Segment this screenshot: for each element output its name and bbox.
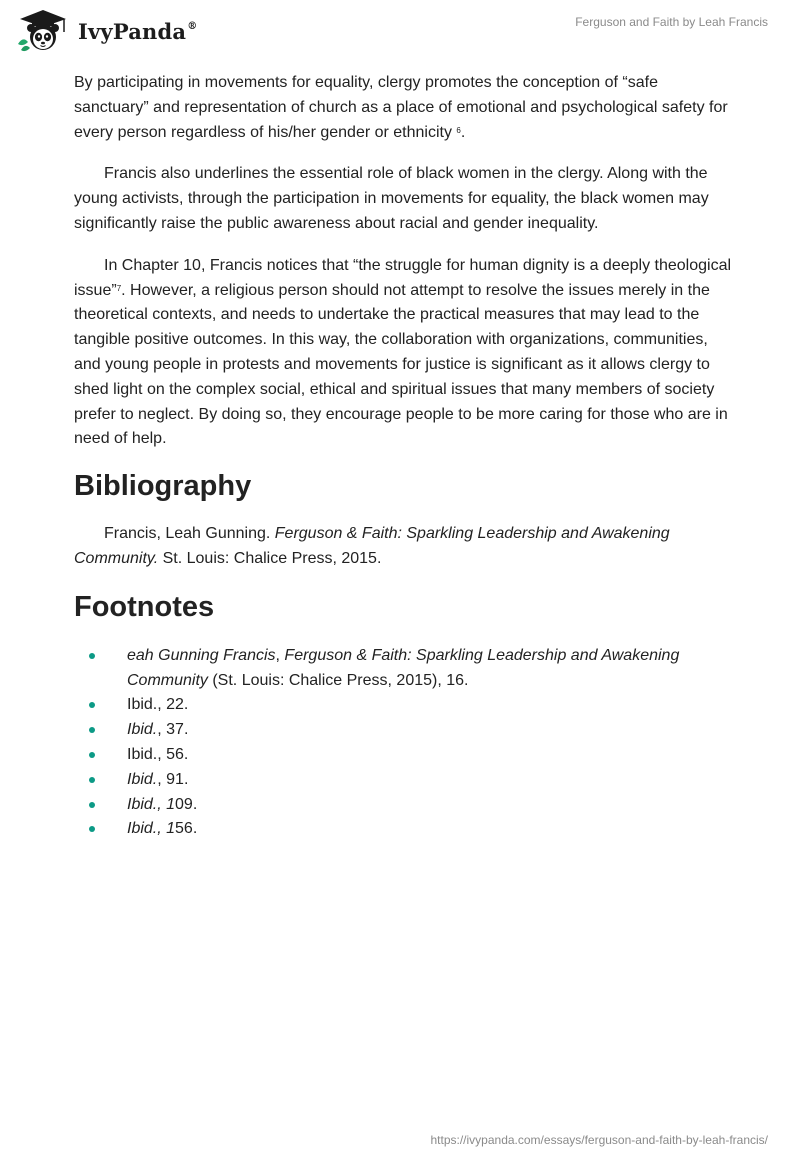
ivypanda-logo[interactable] [14,8,197,54]
essay-content [74,71,734,842]
bibliography-heading: Bibliography [74,470,252,503]
footnote-item: Ibid., 22. [74,693,734,718]
paragraph-black-women: Francis also underlines the essential role of black women in the clergy. Along with the young activists, through the participation in movements for equality, the black women may significantly raise the public awareness about racial and gender inequality. [74,165,709,232]
footnote-item: Ibid., 109. [74,793,734,818]
footnote-item: Ibid., 91. [74,768,734,793]
bullet-icon [89,777,95,783]
footnote-item: Ibid., 37. [74,718,734,743]
footnote-item: Ibid., 156. [74,817,734,842]
footnote-item: Ibid., 56. [74,743,734,768]
bullet-icon [89,752,95,758]
panda-graduate-icon [14,8,72,54]
footnotes-heading: Footnotes [74,590,215,623]
bibliography-entry: Francis, Leah Gunning. Ferguson & Faith: Sparkling Leadership and Awakening Community. St. Louis: Chalice Press, 2015. [74,525,670,567]
bullet-icon [89,727,95,733]
bullet-icon [89,653,95,659]
paragraph-chapter-10: In Chapter 10, Francis notices that “the struggle for human dignity is a deeply theological issue”$^7$. However, a religious person should not attempt to resolve the issues merely in the theoretical contexts, and needs to undertake the practical measures that may lead to the tangible positive outcomes. In this way, the collaboration with organizations, communities, and young people in protests and movements for justice is significant as it allows clergy to shed light on the complex social, ethical and spiritual issues that many members of society prefer to neglect. By doing so, they encourage people to be more caring for those who are in need of help. [74,256,732,448]
page-header [0,0,800,70]
footnote-item: eah Gunning Francis, Ferguson & Faith: Sparkling Leadership and Awakening Community (St. Louis: Chalice Press, 2015), 16. [74,644,734,694]
paragraph-safe-sanctuary: By participating in movements for equality, clergy promotes the conception of “safe sanctuary” and representation of church as a place of emotional and psychological safety for every person regardless of his/her gender or ethnicity $^6$. [74,74,728,141]
document-title: Ferguson and Faith by Leah Francis [575,15,768,29]
bullet-icon [89,826,95,832]
footnote-ref-6[interactable]: 6 [456,125,461,135]
footnote-ref-7[interactable]: 7 [116,283,122,293]
brand-name: IvyPanda® [78,18,198,44]
source-url-link[interactable]: https://ivypanda.com/essays/ferguson-and-faith-by-leah-francis/ [430,1133,768,1147]
bullet-icon [89,702,95,708]
bullet-icon [89,802,95,808]
footnotes-list [74,644,734,842]
